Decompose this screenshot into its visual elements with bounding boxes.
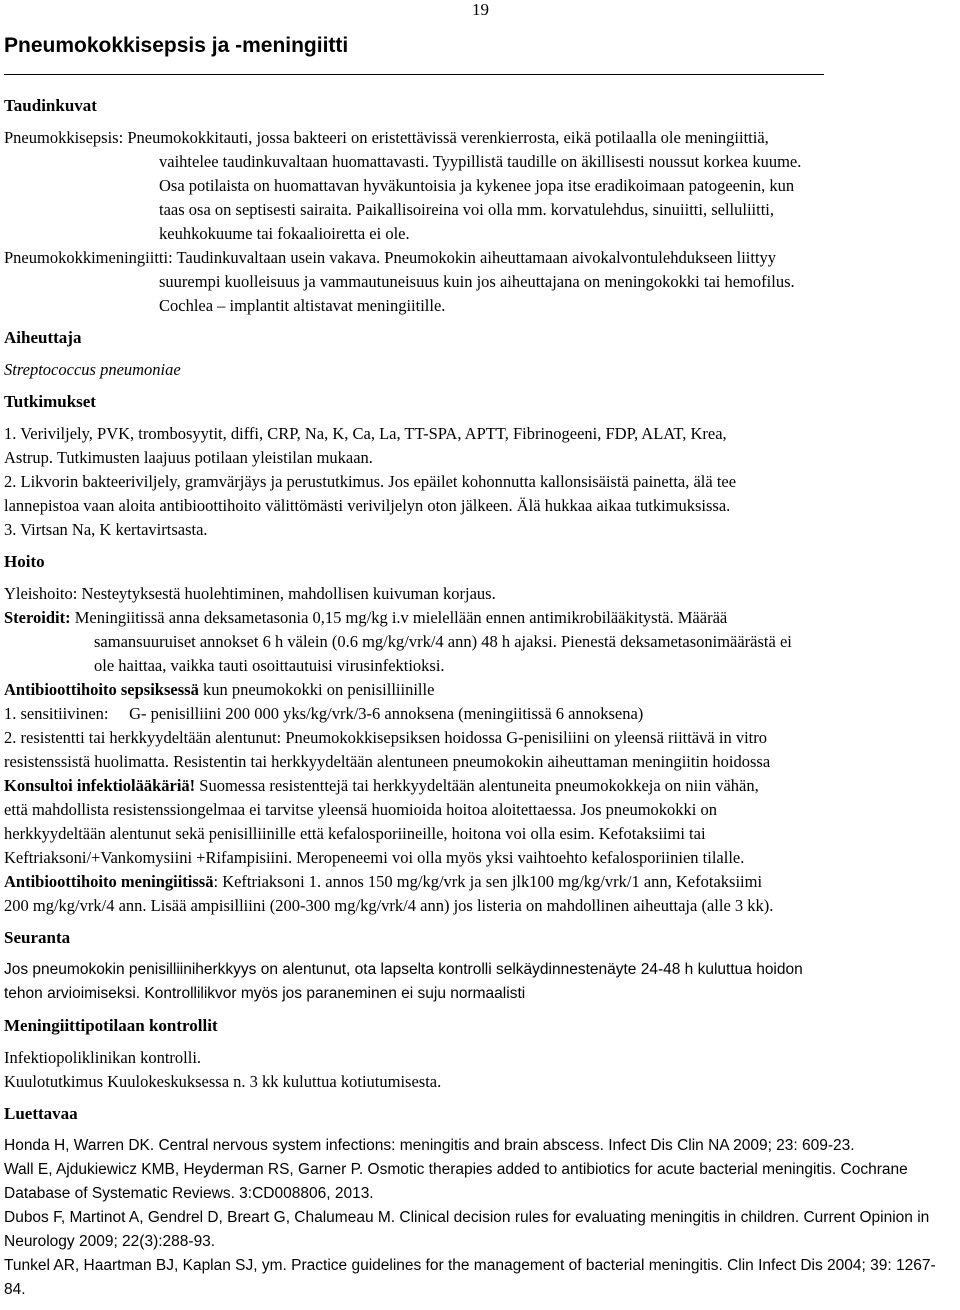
reference-item: Dubos F, Martinot A, Gendrel D, Breart G, Chalumeau M. Clinical decision rules for evaluating meningitis in children. Current Opinion in Neurology 2009; 22(3):288-93. xyxy=(4,1209,930,1250)
steroids-line3: ole haittaa, vaikka tauti osoittautuisi virusinfektioksi. xyxy=(94,656,445,675)
meningitis-text-line3: Cochlea – implantit altistavat meningiitille. xyxy=(159,296,446,315)
sepsis-text-line2: vaihtelee taudinkuvaltaan huomattavasti. Tyypillistä taudille on äkillisesti noussut korkea kuume. xyxy=(159,152,802,171)
reference-item: Honda H, Warren DK. Central nervous system infections: meningitis and brain abscess. Infect Dis Clin NA 2009; 23: 609-23. xyxy=(4,1137,855,1154)
consult-line xyxy=(4,774,956,798)
spacer xyxy=(4,414,956,422)
antibiotic-meningitis-text: : Keftriaksoni 1. annos 150 mg/kg/vrk ja sen jlk100 mg/kg/vrk/1 ann, Kefotaksiimi xyxy=(213,872,763,891)
steroids-text: Meningiitissä anna deksametasonia 0,15 mg/kg i.v mielellään ennen antimikrobilääkitystä. Määrää xyxy=(70,608,728,627)
sensitive-line: 1. sensitiivinen: G- penisilliini 200 000 yks/kg/vrk/3-6 annoksena (meningiitissä 6 annoksena) xyxy=(4,704,644,723)
steroids-line1 xyxy=(4,606,956,630)
spacer xyxy=(4,1006,956,1014)
antibiotic-sepsis-line xyxy=(4,678,956,702)
follow-up-line1: Jos pneumokokin penisilliiniherkkyys on alentunut, ota lapselta kontrolli selkäydinnestenäyte 24-48 h kuluttua hoidon xyxy=(4,961,803,978)
sepsis-text-line4: taas osa on septisesti sairaita. Paikallisoireina voi olla mm. korvatulehdus, sinuiitti, selluliitti, xyxy=(159,200,774,219)
section-heading-tutkimukset: Tutkimukset xyxy=(4,392,96,411)
document-body xyxy=(4,94,956,1302)
follow-up-line2: tehon arvioimiseksi. Kontrollilikvor myös jos paraneminen ei suju normaalisti xyxy=(4,985,526,1002)
spacer xyxy=(4,382,956,390)
sepsis-paragraph xyxy=(4,126,956,150)
spacer xyxy=(4,542,956,550)
resistant-line6: Keftriaksoni/+Vankomysiini +Rifampisiini. Meropeneemi voi olla myös yksi vaihtoehto kefalosporiinien tilalle. xyxy=(4,848,745,867)
section-heading-kontrollit: Meningiittipotilaan kontrollit xyxy=(4,1016,218,1035)
steroids-line2: samansuuruiset annokset 6 h välein (0.6 mg/kg/vrk/4 ann) 48 h ajaksi. Pienestä deksametasonimäärästä ei xyxy=(94,632,792,651)
antibiotic-meningitis-label: Antibioottihoito meningiitissä xyxy=(4,872,214,891)
causative-organism: Streptococcus pneumoniae xyxy=(4,360,181,379)
resistant-line1: 2. resistentti tai herkkyydeltään alentunut: Pneumokokkisepsiksen hoidossa G-penisiliini on yleensä riittävä in vitro xyxy=(4,728,767,747)
antibiotic-sepsis-label: Antibioottihoito sepsiksessä xyxy=(4,680,199,699)
spacer xyxy=(4,574,956,582)
sepsis-text-line5: keuhkokuume tai fokaalioiretta ei ole. xyxy=(159,224,410,243)
antibiotic-meningitis-line2: 200 mg/kg/vrk/4 ann. Lisää ampisilliini (200-300 mg/kg/vrk/4 ann) jos listeria on mahdollinen aiheuttaja (alle 3 kk). xyxy=(4,896,774,915)
spacer xyxy=(4,918,956,926)
resistant-line4: että mahdollista resistenssiongelmaa ei tarvitse yleensä huomioida hoitoa aloitettaessa. Jos pneumokokki on xyxy=(4,800,718,819)
tests-line4: lannepistoa vaan aloita antibioottihoito välittömästi veriviljelyn oton jälkeen. Älä hukkaa aikaa tutkimuksissa. xyxy=(4,496,731,515)
antibiotic-sepsis-text: kun pneumokokki on penisilliinille xyxy=(198,680,435,699)
document-title: Pneumokokkisepsis ja -meningiitti xyxy=(4,34,349,57)
spacer xyxy=(4,1126,956,1134)
section-heading-taudinkuvat: Taudinkuvat xyxy=(4,96,97,115)
spacer xyxy=(4,350,956,358)
section-heading-seuranta: Seuranta xyxy=(4,928,71,947)
antibiotic-meningitis-line1 xyxy=(4,870,956,894)
spacer xyxy=(4,1094,956,1102)
spacer xyxy=(4,318,956,326)
steroids-label: Steroidit: xyxy=(4,608,71,627)
tests-line2: Astrup. Tutkimusten laajuus potilaan yleistilan mukaan. xyxy=(4,448,373,467)
meningitis-text-line2: suurempi kuolleisuus ja vammautuneisuus kuin jos aiheuttajana on meningokokki tai hemofilus. xyxy=(159,272,795,291)
controls-line2: Kuulotutkimus Kuulokeskuksessa n. 3 kk kuluttua kotiutumisesta. xyxy=(4,1072,442,1091)
spacer xyxy=(4,950,956,958)
spacer xyxy=(4,1038,956,1046)
general-care: Yleishoito: Nesteytyksestä huolehtiminen, mahdollisen kuivuman korjaus. xyxy=(4,584,496,603)
page-number: 19 xyxy=(472,0,489,19)
consult-text: Suomessa resistenttejä tai herkkyydeltään alentuneita pneumokokkeja on niin vähän, xyxy=(195,776,759,795)
section-heading-hoito: Hoito xyxy=(4,552,45,571)
consult-label: Konsultoi infektiolääkäriä! xyxy=(4,776,196,795)
resistant-line2: resistenssistä huolimatta. Resistentin tai herkkyydeltään alentuneen pneumokokin aiheuttaman meningiitin hoidossa xyxy=(4,752,771,771)
tests-line1: 1. Veriviljely, PVK, trombosyytit, diffi, CRP, Na, K, Ca, La, TT-SPA, APTT, Fibrinogeeni, FDP, ALAT, Krea, xyxy=(4,424,727,443)
meningitis-text-line1: Pneumokokkimeningiitti: Taudinkuvaltaan usein vakava. Pneumokokin aiheuttamaan aivokalvontulehdukseen liittyy xyxy=(4,248,777,267)
section-heading-luettavaa: Luettavaa xyxy=(4,1104,78,1123)
sepsis-label: Pneumokkisepsis: xyxy=(4,128,124,147)
sepsis-text-line3: Osa potilaista on huomattavan hyväkuntoisia ja kykenee jopa itse eradikoimaan patogeenin, kun xyxy=(159,176,795,195)
resistant-line5: herkkyydeltään alentunut sekä penisilliinille että kefalosporiineille, hoitona voi olla esim. Kefotaksiimi tai xyxy=(4,824,706,843)
reference-item: Wall E, Ajdukiewicz KMB, Heyderman RS, Garner P. Osmotic therapies added to antibiotics for acute bacterial meningitis. Cochrane Database of Systematic Reviews. 3:CD008806, 2013. xyxy=(4,1161,908,1202)
reference-item: Tunkel AR, Haartman BJ, Kaplan SJ, ym. Practice guidelines for the management of bacterial meningitis. Clin Infect Dis 2004; 39: 1267-84. xyxy=(4,1257,936,1298)
controls-line1: Infektiopoliklinikan kontrolli. xyxy=(4,1048,202,1067)
title-underline xyxy=(4,74,824,75)
spacer xyxy=(4,118,956,126)
section-heading-aiheuttaja: Aiheuttaja xyxy=(4,328,82,347)
tests-line5: 3. Virtsan Na, K kertavirtsasta. xyxy=(4,520,208,539)
sepsis-text-line1: Pneumokokkitauti, jossa bakteeri on eristettävissä verenkierrosta, eikä potilaalla ole meningiittiä, xyxy=(127,128,769,147)
tests-line3: 2. Likvorin bakteeriviljely, gramvärjäys ja perustutkimus. Jos epäilet kohonnutta kallonsisäistä painetta, älä tee xyxy=(4,472,737,491)
